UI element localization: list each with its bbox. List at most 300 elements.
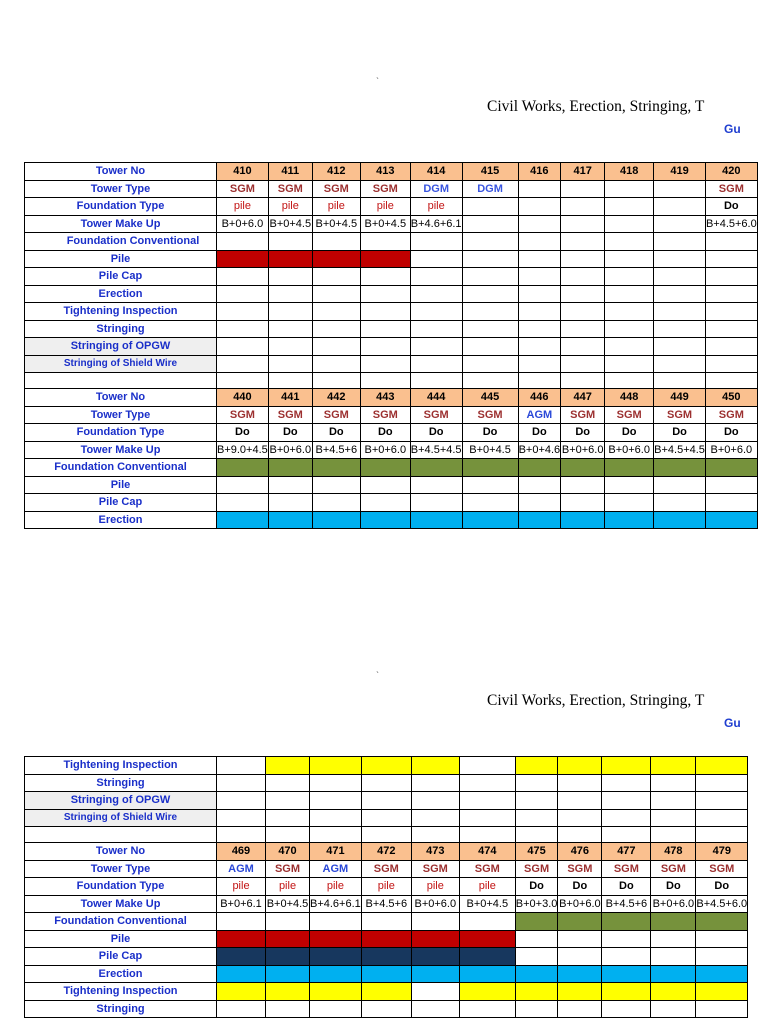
stringing-shield-wire-label: Stringing of Shield Wire xyxy=(25,355,217,373)
progress-cell xyxy=(558,757,602,775)
progress-cell xyxy=(310,948,362,966)
tower-no-cell: 443 xyxy=(360,389,410,407)
progress-cell xyxy=(217,250,269,268)
tower-no-cell: 415 xyxy=(462,163,518,181)
foundation-type-cell: Do xyxy=(268,424,312,442)
tower-type-cell: SGM xyxy=(360,406,410,424)
foundation-type-cell: pile xyxy=(410,198,462,216)
table-row xyxy=(25,406,758,424)
table-row xyxy=(25,965,748,983)
progress-cell xyxy=(361,983,411,1001)
progress-cell xyxy=(462,268,518,286)
tower-make-up-cell: B+4.5+6.0 xyxy=(696,895,748,913)
spacer-cell xyxy=(459,827,515,843)
progress-cell xyxy=(268,320,312,338)
tightening-inspection-label: Tightening Inspection xyxy=(25,303,217,321)
progress-cell xyxy=(361,930,411,948)
progress-cell xyxy=(361,757,411,775)
progress-cell xyxy=(605,233,654,251)
progress-cell xyxy=(312,303,360,321)
progress-cell xyxy=(410,285,462,303)
table-row xyxy=(25,757,748,775)
progress-cell xyxy=(462,355,518,373)
tower-no-cell: 441 xyxy=(268,389,312,407)
tower-no-cell: 447 xyxy=(561,389,605,407)
progress-cell xyxy=(217,355,269,373)
tower-type-cell: SGM xyxy=(268,406,312,424)
table-row xyxy=(25,338,758,356)
progress-cell xyxy=(518,268,561,286)
spacer-cell xyxy=(651,827,696,843)
tower-type-cell: SGM xyxy=(696,860,748,878)
tower-make-up-cell: B+0+6.0 xyxy=(360,441,410,459)
tower-make-up-cell: B+0+6.0 xyxy=(217,215,269,233)
tower-no-cell: 475 xyxy=(515,843,558,861)
tower-type-label: Tower Type xyxy=(25,860,217,878)
tower-no-cell: 446 xyxy=(518,389,561,407)
table-row xyxy=(25,895,748,913)
progress-cell xyxy=(360,476,410,494)
progress-cell xyxy=(651,809,696,827)
progress-cell xyxy=(410,320,462,338)
progress-cell xyxy=(654,494,706,512)
stringing-label: Stringing xyxy=(25,774,217,792)
tower-type-cell: SGM xyxy=(312,406,360,424)
progress-cell xyxy=(268,285,312,303)
progress-cell xyxy=(410,268,462,286)
tower-type-cell: SGM xyxy=(462,406,518,424)
tower-make-up-cell: B+4.6+6.1 xyxy=(310,895,362,913)
progress-cell xyxy=(268,338,312,356)
foundation-type-cell: Do xyxy=(705,424,757,442)
progress-cell xyxy=(696,913,748,931)
progress-cell xyxy=(518,303,561,321)
tower-no-cell: 474 xyxy=(459,843,515,861)
progress-cell xyxy=(266,809,310,827)
progress-cell xyxy=(360,250,410,268)
table-row xyxy=(25,355,758,373)
tower-type-cell: SGM xyxy=(217,406,269,424)
progress-cell xyxy=(558,913,602,931)
progress-cell xyxy=(705,250,757,268)
table-row xyxy=(25,494,758,512)
tower-type-cell xyxy=(654,180,706,198)
tower-make-up-cell: B+0+4.5 xyxy=(459,895,515,913)
tower-no-cell: 440 xyxy=(217,389,269,407)
progress-cell xyxy=(360,320,410,338)
spacer-row xyxy=(25,373,758,389)
stringing-opgw-label: Stringing of OPGW xyxy=(25,338,217,356)
progress-cell xyxy=(651,774,696,792)
tower-type-cell: DGM xyxy=(462,180,518,198)
foundation-type-label: Foundation Type xyxy=(25,424,217,442)
page-title: Civil Works, Erection, Stringing, T xyxy=(487,98,705,115)
pile-label: Pile xyxy=(25,476,217,494)
progress-cell xyxy=(268,233,312,251)
tower-make-up-cell: B+0+4.5 xyxy=(360,215,410,233)
progress-cell xyxy=(410,338,462,356)
tower-no-cell: 410 xyxy=(217,163,269,181)
tower-type-cell: SGM xyxy=(411,860,459,878)
tower-no-cell: 472 xyxy=(361,843,411,861)
progress-cell xyxy=(361,913,411,931)
progress-cell xyxy=(360,303,410,321)
table-row xyxy=(25,285,758,303)
progress-cell xyxy=(515,983,558,1001)
progress-cell xyxy=(705,233,757,251)
spacer-cell xyxy=(410,373,462,389)
foundation-type-cell: pile xyxy=(361,878,411,896)
tower-type-cell: SGM xyxy=(561,406,605,424)
progress-cell xyxy=(605,268,654,286)
progress-cell xyxy=(312,250,360,268)
progress-cell xyxy=(602,1000,651,1018)
progress-cell xyxy=(310,1000,362,1018)
progress-cell xyxy=(696,774,748,792)
progress-cell xyxy=(310,913,362,931)
progress-cell xyxy=(696,809,748,827)
progress-cell xyxy=(561,494,605,512)
tower-make-up-cell: B+0+4.5 xyxy=(312,215,360,233)
progress-cell xyxy=(411,913,459,931)
table-row xyxy=(25,878,748,896)
tower-no-cell: 470 xyxy=(266,843,310,861)
foundation-type-cell: Do xyxy=(605,424,654,442)
page-title: Civil Works, Erection, Stringing, T xyxy=(487,692,705,709)
table-row xyxy=(25,180,758,198)
tower-type-cell: SGM xyxy=(410,406,462,424)
progress-cell xyxy=(518,285,561,303)
tower-make-up-cell: B+4.5+4.5 xyxy=(410,441,462,459)
progress-cell xyxy=(696,1000,748,1018)
progress-cell xyxy=(411,774,459,792)
tower-no-cell: 469 xyxy=(217,843,266,861)
progress-cell xyxy=(310,930,362,948)
progress-cell xyxy=(217,511,269,529)
progress-cell xyxy=(411,809,459,827)
tower-make-up-cell: B+4.5+6 xyxy=(361,895,411,913)
progress-cell xyxy=(266,983,310,1001)
table-row xyxy=(25,233,758,251)
tower-no-cell: 473 xyxy=(411,843,459,861)
progress-cell xyxy=(217,948,266,966)
foundation-type-cell: Do xyxy=(312,424,360,442)
progress-cell xyxy=(361,792,411,810)
progress-cell xyxy=(268,268,312,286)
progress-cell xyxy=(518,511,561,529)
tower-type-cell: SGM xyxy=(651,860,696,878)
progress-cell xyxy=(605,511,654,529)
spacer-cell xyxy=(654,373,706,389)
tower-no-label: Tower No xyxy=(25,389,217,407)
pile-cap-label: Pile Cap xyxy=(25,948,217,966)
progress-cell xyxy=(411,930,459,948)
progress-cell xyxy=(462,511,518,529)
spacer-cell xyxy=(605,373,654,389)
progress-cell xyxy=(651,792,696,810)
foundation-type-cell: pile xyxy=(312,198,360,216)
progress-cell xyxy=(360,494,410,512)
progress-cell xyxy=(561,459,605,477)
progress-cell xyxy=(705,476,757,494)
progress-cell xyxy=(515,774,558,792)
table-row xyxy=(25,424,758,442)
tower-type-cell: SGM xyxy=(459,860,515,878)
table-row xyxy=(25,441,758,459)
tower-type-cell: SGM xyxy=(217,180,269,198)
progress-cell xyxy=(217,459,269,477)
foundation-type-cell: Do xyxy=(654,424,706,442)
foundation-type-cell: pile xyxy=(217,878,266,896)
tower-type-label: Tower Type xyxy=(25,180,217,198)
progress-cell xyxy=(312,268,360,286)
progress-cell xyxy=(217,233,269,251)
tower-make-up-cell: B+9.0+4.5 xyxy=(217,441,269,459)
foundation-type-cell: Do xyxy=(558,878,602,896)
tower-make-up-cell: B+0+3.0 xyxy=(515,895,558,913)
tightening-inspection-label: Tightening Inspection xyxy=(25,983,217,1001)
tower-make-up-cell: B+4.5+6 xyxy=(602,895,651,913)
progress-cell xyxy=(459,948,515,966)
progress-cell xyxy=(266,774,310,792)
foundation-type-cell: Do xyxy=(462,424,518,442)
progress-cell xyxy=(654,268,706,286)
tower-make-up-cell: B+0+6.0 xyxy=(605,441,654,459)
progress-cell xyxy=(705,494,757,512)
progress-cell xyxy=(654,338,706,356)
progress-cell xyxy=(651,948,696,966)
progress-cell xyxy=(411,965,459,983)
progress-cell xyxy=(654,250,706,268)
foundation-type-cell: Do xyxy=(410,424,462,442)
table-row xyxy=(25,930,748,948)
progress-cell xyxy=(696,930,748,948)
progress-cell xyxy=(515,965,558,983)
progress-cell xyxy=(605,459,654,477)
progress-cell xyxy=(561,303,605,321)
tower-make-up-cell: B+0+6.0 xyxy=(651,895,696,913)
progress-cell xyxy=(515,757,558,775)
progress-cell xyxy=(561,233,605,251)
tower-type-cell: SGM xyxy=(266,860,310,878)
progress-cell xyxy=(602,774,651,792)
progress-cell xyxy=(268,459,312,477)
progress-cell xyxy=(217,320,269,338)
progress-cell xyxy=(561,476,605,494)
progress-cell xyxy=(217,913,266,931)
progress-cell xyxy=(462,494,518,512)
progress-cell xyxy=(561,268,605,286)
progress-cell xyxy=(459,930,515,948)
tower-type-cell xyxy=(561,180,605,198)
progress-cell xyxy=(459,983,515,1001)
progress-cell xyxy=(462,250,518,268)
foundation-conventional-label: Foundation Conventional xyxy=(25,913,217,931)
tightening-inspection-label: Tightening Inspection xyxy=(25,757,217,775)
spacer-cell xyxy=(462,373,518,389)
progress-cell xyxy=(518,233,561,251)
progress-cell xyxy=(360,511,410,529)
erection-label: Erection xyxy=(25,285,217,303)
progress-cell xyxy=(518,494,561,512)
progress-cell xyxy=(310,774,362,792)
table-row xyxy=(25,163,758,181)
tower-type-cell: SGM xyxy=(605,406,654,424)
tower-type-cell: SGM xyxy=(705,180,757,198)
progress-cell xyxy=(605,494,654,512)
foundation-type-cell: pile xyxy=(268,198,312,216)
table-row xyxy=(25,459,758,477)
progress-cell xyxy=(217,494,269,512)
progress-cell xyxy=(266,913,310,931)
foundation-type-cell xyxy=(518,198,561,216)
progress-table-1 xyxy=(24,162,758,529)
progress-cell xyxy=(310,809,362,827)
progress-cell xyxy=(360,338,410,356)
progress-cell xyxy=(310,757,362,775)
tower-no-label: Tower No xyxy=(25,843,217,861)
tower-no-cell: 414 xyxy=(410,163,462,181)
spacer-cell xyxy=(310,827,362,843)
tower-no-cell: 450 xyxy=(705,389,757,407)
foundation-type-cell xyxy=(654,198,706,216)
foundation-type-cell: Do xyxy=(561,424,605,442)
progress-cell xyxy=(266,948,310,966)
tower-make-up-cell: B+0+6.0 xyxy=(558,895,602,913)
spacer-cell xyxy=(515,827,558,843)
progress-cell xyxy=(558,774,602,792)
spacer-cell xyxy=(561,373,605,389)
progress-cell xyxy=(217,774,266,792)
tower-make-up-cell: B+0+6.0 xyxy=(705,441,757,459)
progress-cell xyxy=(518,476,561,494)
tower-type-cell: AGM xyxy=(310,860,362,878)
table-row xyxy=(25,860,748,878)
progress-cell xyxy=(360,268,410,286)
progress-cell xyxy=(266,930,310,948)
page-dot: ` xyxy=(376,76,379,86)
tower-make-up-cell: B+0+4.5 xyxy=(462,441,518,459)
table-row xyxy=(25,250,758,268)
progress-cell xyxy=(602,983,651,1001)
foundation-type-cell: Do xyxy=(651,878,696,896)
foundation-type-cell: Do xyxy=(515,878,558,896)
progress-cell xyxy=(361,809,411,827)
foundation-type-cell: Do xyxy=(602,878,651,896)
progress-cell xyxy=(310,792,362,810)
progress-cell xyxy=(605,250,654,268)
foundation-type-cell: Do xyxy=(360,424,410,442)
progress-cell xyxy=(459,809,515,827)
stringing-opgw-label: Stringing of OPGW xyxy=(25,792,217,810)
spacer-cell xyxy=(360,373,410,389)
tower-no-cell: 479 xyxy=(696,843,748,861)
progress-cell xyxy=(558,809,602,827)
progress-cell xyxy=(310,983,362,1001)
tower-make-up-cell: B+4.5+4.5 xyxy=(654,441,706,459)
progress-cell xyxy=(518,355,561,373)
tower-make-up-label: Tower Make Up xyxy=(25,215,217,233)
progress-cell xyxy=(696,757,748,775)
progress-cell xyxy=(558,965,602,983)
tower-type-cell: SGM xyxy=(360,180,410,198)
tower-type-cell: AGM xyxy=(518,406,561,424)
progress-cell xyxy=(459,757,515,775)
tower-no-cell: 418 xyxy=(605,163,654,181)
progress-cell xyxy=(705,303,757,321)
progress-cell xyxy=(268,303,312,321)
progress-cell xyxy=(705,355,757,373)
erection-label: Erection xyxy=(25,965,217,983)
progress-cell xyxy=(696,948,748,966)
progress-cell xyxy=(605,320,654,338)
foundation-type-cell: Do xyxy=(696,878,748,896)
tower-type-cell: SGM xyxy=(705,406,757,424)
progress-cell xyxy=(268,250,312,268)
tower-no-cell: 448 xyxy=(605,389,654,407)
progress-cell xyxy=(515,913,558,931)
foundation-type-cell: pile xyxy=(217,198,269,216)
progress-cell xyxy=(518,250,561,268)
progress-cell xyxy=(312,338,360,356)
tower-make-up-cell: B+4.5+6 xyxy=(312,441,360,459)
progress-cell xyxy=(268,355,312,373)
table-row xyxy=(25,948,748,966)
tower-no-cell: 477 xyxy=(602,843,651,861)
progress-cell xyxy=(654,320,706,338)
progress-cell xyxy=(705,320,757,338)
foundation-type-cell xyxy=(561,198,605,216)
table-row xyxy=(25,303,758,321)
progress-cell xyxy=(361,774,411,792)
progress-cell xyxy=(515,948,558,966)
progress-cell xyxy=(518,338,561,356)
progress-cell xyxy=(217,268,269,286)
spacer-cell xyxy=(25,827,217,843)
progress-cell xyxy=(411,983,459,1001)
progress-cell xyxy=(605,338,654,356)
spacer-cell xyxy=(25,373,217,389)
progress-cell xyxy=(217,983,266,1001)
progress-table-2 xyxy=(24,756,748,1018)
progress-cell xyxy=(462,476,518,494)
progress-cell xyxy=(310,965,362,983)
progress-cell xyxy=(217,965,266,983)
progress-cell xyxy=(312,511,360,529)
progress-cell xyxy=(217,930,266,948)
foundation-type-cell: Do xyxy=(217,424,269,442)
pile-cap-label: Pile Cap xyxy=(25,494,217,512)
progress-cell xyxy=(411,792,459,810)
tower-type-cell: SGM xyxy=(361,860,411,878)
progress-cell xyxy=(312,494,360,512)
table-row xyxy=(25,809,748,827)
tower-no-cell: 417 xyxy=(561,163,605,181)
spacer-cell xyxy=(518,373,561,389)
progress-cell xyxy=(361,965,411,983)
tower-make-up-cell: B+0+4.5 xyxy=(266,895,310,913)
spacer-cell xyxy=(268,373,312,389)
progress-cell xyxy=(602,930,651,948)
stringing-label: Stringing xyxy=(25,1000,217,1018)
table-row xyxy=(25,774,748,792)
progress-cell xyxy=(561,250,605,268)
tower-no-cell: 442 xyxy=(312,389,360,407)
progress-cell xyxy=(411,948,459,966)
tower-make-up-cell xyxy=(462,215,518,233)
tower-make-up-cell: B+0+6.0 xyxy=(411,895,459,913)
progress-cell xyxy=(266,1000,310,1018)
